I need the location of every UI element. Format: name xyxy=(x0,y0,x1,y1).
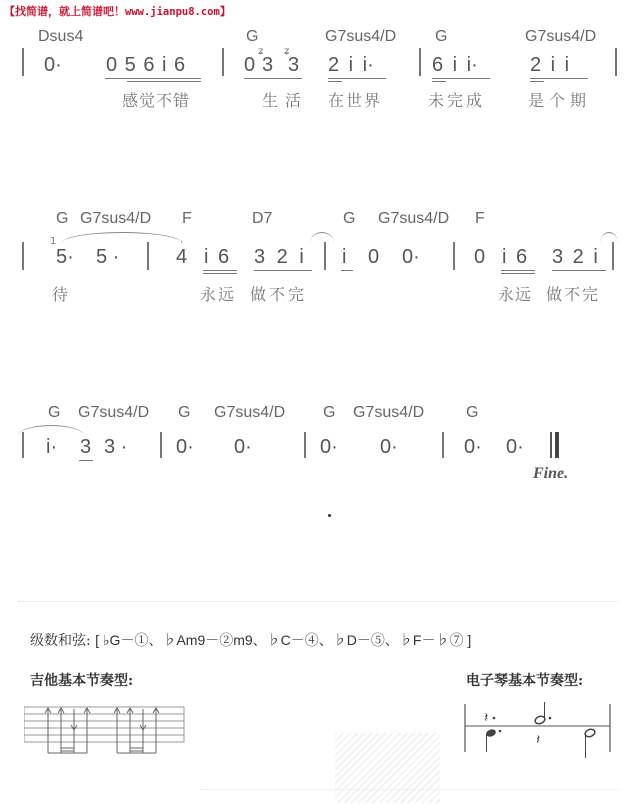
barline xyxy=(22,242,24,270)
grace-note: ʑ xyxy=(258,46,264,57)
octave-dot: · xyxy=(180,238,183,248)
note: 3 xyxy=(80,436,92,458)
keyboard-staff-icon xyxy=(462,700,622,760)
chord: G xyxy=(48,404,61,421)
underline xyxy=(552,270,606,271)
chord: G xyxy=(178,404,191,421)
site-banner xyxy=(4,3,231,19)
chord: F xyxy=(475,210,485,227)
barline xyxy=(612,242,614,270)
note-group: 0· xyxy=(44,54,62,76)
fine-marking: Fine. xyxy=(533,465,569,482)
chord: G7sus4/D xyxy=(353,404,425,421)
note: 0· xyxy=(320,436,338,458)
note: 0· xyxy=(402,246,420,268)
underline xyxy=(105,78,201,79)
underline xyxy=(328,81,342,82)
keyboard-rhythm-diagram xyxy=(462,700,622,760)
chord: G7sus4/D xyxy=(525,28,597,45)
barline xyxy=(419,48,421,76)
barline xyxy=(442,432,444,458)
final-barline-thin xyxy=(550,432,552,458)
barline xyxy=(324,242,326,270)
underline xyxy=(432,78,490,79)
note: 4 xyxy=(176,246,188,268)
tie-slur xyxy=(600,232,618,243)
chord: G7sus4/D xyxy=(80,210,152,227)
lyric: 做不完 xyxy=(546,285,601,304)
svg-text:𝄽: 𝄽 xyxy=(484,710,489,726)
section-divider xyxy=(18,601,618,602)
chord: D7 xyxy=(252,210,273,227)
tie-slur xyxy=(18,425,84,436)
lyric: 永远 xyxy=(200,285,237,304)
final-barline-thick xyxy=(555,432,559,458)
underline xyxy=(127,81,201,82)
note: 3 xyxy=(262,54,274,76)
chord: G xyxy=(56,210,69,227)
note: 3 xyxy=(288,54,300,76)
note-group: 3 2 i xyxy=(254,246,304,268)
underline xyxy=(530,78,588,79)
chord-degrees-list: [ ♭G－①、♭Am9－②m9、♭C－④、♭D－⑤、♭F－♭⑦ ] xyxy=(95,632,472,648)
lyric: 感觉不错 xyxy=(122,91,191,110)
barline xyxy=(222,48,224,76)
lyric: 生活 xyxy=(262,91,309,110)
underline xyxy=(203,270,237,271)
chord: G xyxy=(343,210,356,227)
banner-url[interactable]: www.jianpu8.com xyxy=(125,6,220,18)
note-group: i 6 xyxy=(502,246,528,268)
guitar-tab-icon xyxy=(24,705,186,755)
chord: G7sus4/D xyxy=(378,210,450,227)
guitar-rhythm-label: 吉他基本节奏型: xyxy=(30,673,134,689)
lyric: 做不完 xyxy=(250,285,308,304)
barline xyxy=(615,48,617,76)
barline xyxy=(147,242,149,270)
underline xyxy=(79,460,93,461)
chord: G7sus4/D xyxy=(78,404,150,421)
lyric: 是个期 xyxy=(528,91,592,110)
note: i xyxy=(342,246,347,268)
lyric: 永远 xyxy=(498,285,533,304)
note: 3 · xyxy=(104,436,128,458)
grace-note: ʑ xyxy=(284,46,290,57)
note: 0 xyxy=(244,54,256,76)
lyric: 在世界 xyxy=(328,91,383,110)
lyric: 待 xyxy=(52,285,69,304)
underline xyxy=(501,273,535,274)
chord-degrees-label: 级数和弦: xyxy=(30,633,91,649)
note-group: 0 5 6 i 6 xyxy=(106,54,186,76)
note-group: 2 i i· xyxy=(328,54,374,76)
chord: G xyxy=(466,404,479,421)
note-group: 2 i i xyxy=(530,54,570,76)
lyric: 未完成 xyxy=(428,91,486,110)
note: i· xyxy=(46,436,58,458)
note: 0· xyxy=(234,436,252,458)
grace-note: 1 xyxy=(50,236,57,247)
banner-close-bracket: 】 xyxy=(219,5,231,18)
underline xyxy=(328,78,386,79)
bottom-divider xyxy=(200,789,620,790)
note: 0· xyxy=(464,436,482,458)
note-group: i 6 xyxy=(204,246,230,268)
note: 0 xyxy=(368,246,380,268)
note: 5· xyxy=(56,246,74,268)
underline xyxy=(341,270,353,271)
chord: G xyxy=(246,28,259,45)
barline xyxy=(22,48,24,76)
underline xyxy=(254,270,312,271)
barline xyxy=(22,432,24,458)
svg-text:𝄽: 𝄽 xyxy=(536,732,541,748)
tie-slur xyxy=(62,232,182,243)
underline xyxy=(203,273,237,274)
barline xyxy=(453,242,455,270)
chord: G xyxy=(323,404,336,421)
underline xyxy=(501,270,535,271)
chord-degrees-row xyxy=(30,630,471,650)
note: 0· xyxy=(176,436,194,458)
note: 5 · xyxy=(96,246,120,268)
keyboard-rhythm-label: 电子琴基本节奏型: xyxy=(466,673,584,689)
tie-slur xyxy=(310,232,334,243)
guitar-rhythm-diagram xyxy=(24,705,186,755)
note-group: 6 i i· xyxy=(432,54,478,76)
stray-dot xyxy=(328,514,331,517)
note-group: 3 2 i xyxy=(552,246,598,268)
chord: G7sus4/D xyxy=(214,404,286,421)
note: 0· xyxy=(380,436,398,458)
underline xyxy=(432,81,446,82)
barline xyxy=(304,432,306,458)
note: 0· xyxy=(506,436,524,458)
note: 0 xyxy=(474,246,486,268)
chord: G7sus4/D xyxy=(325,28,397,45)
chord: F xyxy=(182,210,192,227)
underline xyxy=(244,78,302,79)
chord: G xyxy=(435,28,448,45)
chord: Dsus4 xyxy=(38,28,84,45)
underline xyxy=(530,81,544,82)
watermark-graphic xyxy=(335,733,440,803)
banner-text: 【找简谱，就上简谱吧！ xyxy=(4,5,125,18)
barline xyxy=(160,432,162,458)
